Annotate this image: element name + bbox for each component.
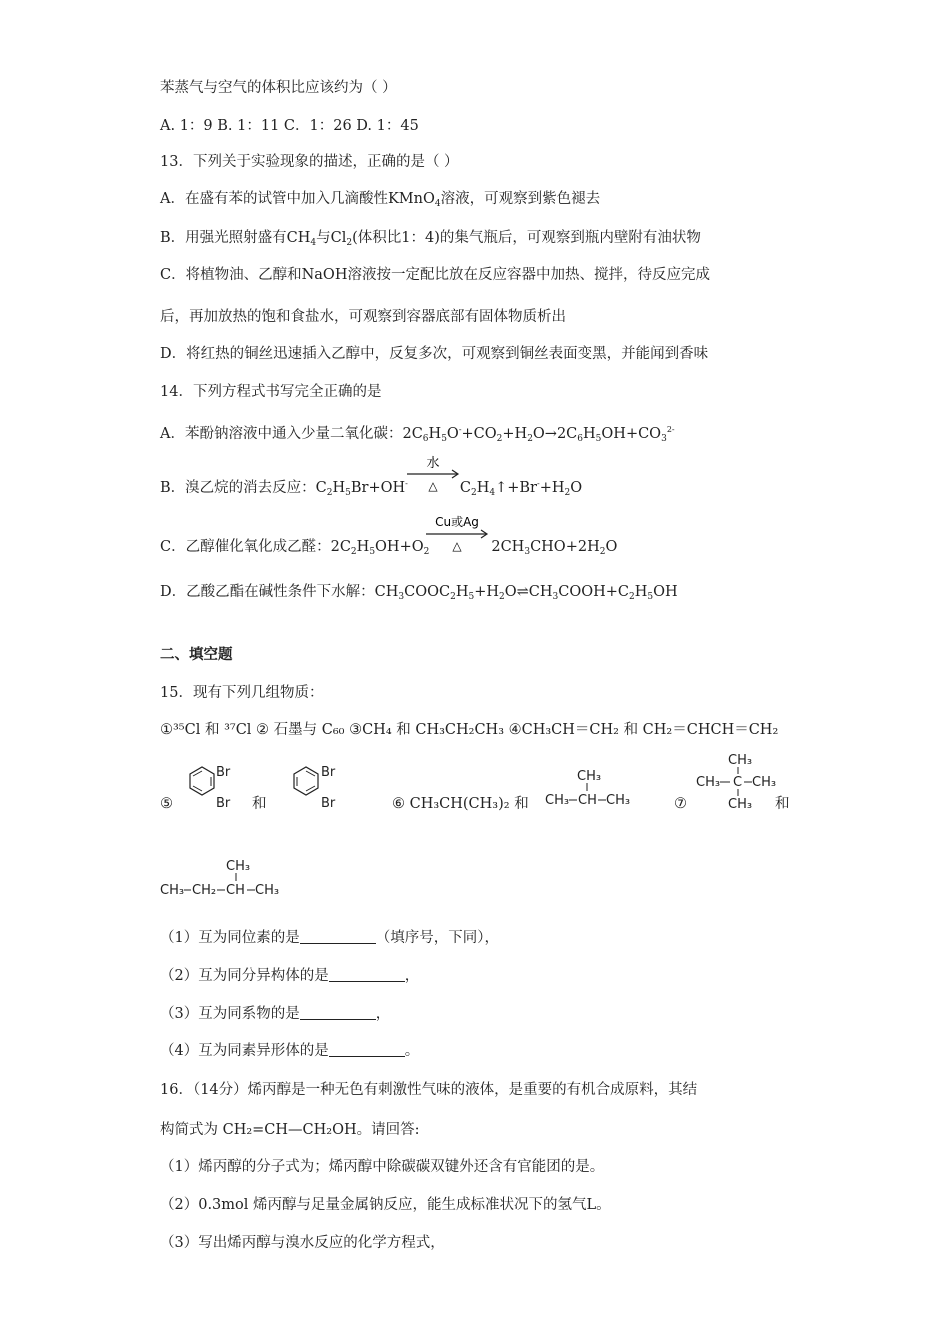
section-title: 二、填空题 (160, 647, 233, 663)
q13-option-d: D．将红热的铜丝迅速插入乙醇中，反复多次，可观察到铜丝表面变黑，并能闻到香味 (160, 346, 709, 362)
item-6-label: ⑥ CH₃CH(CH₃)₂ 和 (392, 796, 529, 812)
q14-option-a: A．苯酚钠溶液中通入少量二氧化碳：$2C_6H_5O^-+CO_2+H_2O\to 2C_6H_5OH+CO_3^{2-}$ (160, 425, 675, 444)
svg-text:Br: Br (216, 765, 231, 780)
svg-text:Br: Br (321, 765, 336, 780)
q13-option-b: B．用强光照射盛有$CH_4$与$Cl_2$(体积比1：4)的集气瓶后，可观察到瓶内壁附有油状物 (160, 230, 701, 248)
q15-groups-1-4: ①³⁵Cl 和 ³⁷Cl ② 石墨与 C₆₀ ③CH₄ 和 CH₃CH₂CH₃ ④CH₃CH＝CH₂ 和 CH₂＝CHCH＝CH₂ (160, 722, 779, 738)
q16-stem: 16．（14分）烯丙醇是一种无色有刺激性气味的液体，是重要的有机合成原料，其结 (160, 1082, 698, 1098)
svg-text:CH₃: CH₃ (545, 793, 570, 808)
neopentane-structure (694, 750, 784, 812)
answer-blank-2[interactable] (329, 967, 405, 982)
svg-text:CH₃: CH₃ (577, 769, 602, 784)
q15-sub2: （2）互为同分异构体的是 ， (160, 968, 420, 984)
q14-option-c: C．乙醇催化氧化成乙醛：$2C_2H_5OH+O_2$ $2CH_3CHO+2H_2O$ (160, 539, 618, 557)
svg-text:△: △ (452, 539, 462, 553)
svg-text:CH₂: CH₂ (192, 883, 217, 898)
svg-text:CH: CH (578, 793, 597, 808)
q14-stem: 14．下列方程式书写完全正确的是 (160, 384, 382, 400)
isopentane-structure (158, 856, 298, 902)
svg-text:CH₃: CH₃ (226, 859, 251, 874)
answer-blank-1[interactable] (300, 929, 376, 944)
q16-sub3: （3）写出烯丙醇与溴水反应的化学方程式， (160, 1235, 445, 1251)
q13-option-a: A．在盛有苯的试管中加入几滴酸性KMnO$_4$溶液，可观察到紫色褪去 (160, 191, 601, 209)
svg-text:CH: CH (226, 883, 245, 898)
svg-text:水: 水 (426, 456, 440, 471)
svg-text:CH₃: CH₃ (606, 793, 631, 808)
q12-options: A. 1：9 B. 1：11 C．1：26 D. 1：45 (160, 118, 419, 134)
svg-text:C: C (733, 775, 743, 790)
item-5-label: ⑤ (160, 796, 173, 812)
svg-text:△: △ (428, 479, 438, 492)
q14-option-b: B．溴乙烷的消去反应：$C_2H_5Br+OH^-$ $C_2H_4↑+Br^-+H_2O$ (160, 479, 583, 498)
q16-sub1: （1）烯丙醇的分子式为；烯丙醇中除碳碳双键外还含有官能团的是。 (160, 1159, 605, 1175)
q13-stem: 13．下列关于实验现象的描述，正确的是（ ） (160, 154, 459, 170)
text-line: 苯蒸气与空气的体积比应该约为（ ） (160, 80, 397, 96)
and-text: 和 (252, 796, 267, 812)
answer-blank-4[interactable] (329, 1042, 405, 1057)
q14-option-d: D．乙酸乙酯在碱性条件下水解：$CH_3COOC_2H_5+H_2O\rightleftharpoons CH_3COOH+C_2H_5OH$ (160, 584, 678, 602)
svg-text:CH₃: CH₃ (160, 883, 185, 898)
svg-text:CH₃: CH₃ (696, 775, 721, 790)
answer-blank-3[interactable] (300, 1005, 376, 1020)
q13-option-c-cont: 后，再加放热的饱和食盐水，可观察到容器底部有固体物质析出 (160, 309, 566, 325)
svg-text:CH₃: CH₃ (752, 775, 777, 790)
q15-stem: 15．现有下列几组物质： (160, 685, 324, 701)
q15-sub1: （1）互为同位素的是 （填序号，下同）， (160, 930, 499, 946)
q15-sub4: （4）互为同素异形体的是 。 (160, 1043, 420, 1059)
reaction-arrow-b (405, 452, 461, 492)
svg-text:CH₃: CH₃ (255, 883, 280, 898)
q16-sub2: （2）0.3mol 烯丙醇与足量金属钠反应，能生成标准状况下的氢气L。 (160, 1197, 611, 1213)
o-dibromobenzene-structure (176, 760, 236, 816)
isobutane-structure (543, 766, 633, 810)
svg-text:Cu或Ag: Cu或Ag (435, 515, 479, 529)
q13-option-c: C．将植物油、乙醇和NaOH溶液按一定配比放在反应容器中加热、搅拌，待反应完成 (160, 267, 710, 283)
svg-text:Br: Br (216, 796, 231, 811)
q15-sub3: （3）互为同系物的是 ， (160, 1006, 391, 1022)
item-7-label: ⑦ (674, 796, 687, 812)
o-dibromobenzene-structure-2 (288, 760, 348, 816)
svg-text:CH₃: CH₃ (728, 753, 753, 768)
svg-text:Br: Br (321, 796, 336, 811)
q16-stem-cont: 构简式为 CH₂=CH—CH₂OH。请回答: (160, 1122, 420, 1138)
reaction-arrow-c (424, 512, 490, 554)
svg-text:CH₃: CH₃ (728, 797, 753, 812)
and-text-2: 和 (775, 796, 790, 812)
